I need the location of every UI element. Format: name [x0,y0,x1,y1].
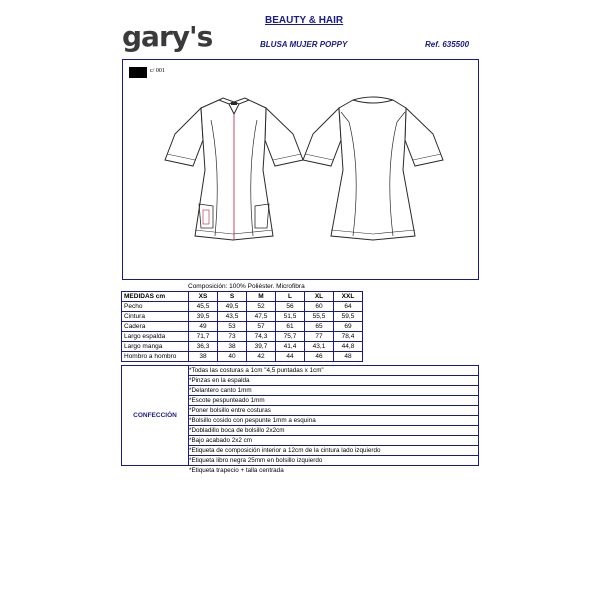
table-cell: 74,3 [247,332,276,342]
table-cell: 65 [305,322,334,332]
list-item: *Etiqueta trapecio + talla centrada [189,467,284,474]
list-item: *Pinzas en la espalda [188,376,478,386]
category-title: BEAUTY & HAIR [265,15,344,26]
garment-flats [123,60,480,281]
measures-table [121,291,363,362]
table-cell: 44,8 [334,342,363,352]
size-header: XXL [334,292,363,302]
row-label: Pecho [122,302,189,312]
table-row [122,332,363,342]
table-cell: 43,5 [218,312,247,322]
back-view-drawing [303,97,443,240]
row-label: Largo espalda [122,332,189,342]
table-cell: 59,5 [334,312,363,322]
list-item: *Escote pespunteado 1mm [188,396,478,406]
table-cell: 64 [334,302,363,312]
row-label: Cadera [122,322,189,332]
table-cell: 56 [276,302,305,312]
size-header: S [218,292,247,302]
logo-text: gary's [122,20,212,53]
table-cell: 75,7 [276,332,305,342]
table-cell: 52 [247,302,276,312]
table-cell: 61 [276,322,305,332]
list-item: *Dobladillo boca de bolsillo 2x2cm [188,426,478,436]
table-cell: 43,1 [305,342,334,352]
measures-header-row [122,292,363,302]
table-cell: 55,5 [305,312,334,322]
table-cell: 69 [334,322,363,332]
table-cell: 73 [218,332,247,342]
composition-text: Composición: 100% Poliéster. Microfibra [188,283,305,290]
table-cell: 46 [305,352,334,362]
product-reference: Ref. 635500 [425,40,470,49]
table-row [122,322,363,332]
size-header: M [247,292,276,302]
table-cell: 45,5 [189,302,218,312]
row-label: Cintura [122,312,189,322]
table-row [122,312,363,322]
front-view-drawing [165,98,303,240]
list-item: *Bajo acabado 2x2 cm [188,436,478,446]
table-cell: 78,4 [334,332,363,342]
table-cell: 40 [218,352,247,362]
list-item: *Poner bolsillo entre costuras [188,406,478,416]
table-cell: 60 [305,302,334,312]
table-cell: 48 [334,352,363,362]
color-code: c/ 001 [150,68,165,74]
size-header: XS [189,292,218,302]
garys-logo [122,18,212,58]
list-item: *Delantero canto 1mm [188,386,478,396]
table-cell: 38 [218,342,247,352]
table-cell: 49 [189,322,218,332]
list-item: *Bolsillo cosido con pespunte 1mm a esquina [188,416,478,426]
table-cell: 77 [305,332,334,342]
confeccion-section [121,365,479,474]
table-row [122,352,363,362]
table-cell: 36,3 [189,342,218,352]
technical-drawing-box [122,59,479,280]
table-cell: 44 [276,352,305,362]
size-header: L [276,292,305,302]
table-row [122,342,363,352]
list-item: *Todas las costuras a 1cm "4,5 puntadas x 1cm" [188,366,478,376]
table-cell: 57 [247,322,276,332]
table-cell: 39,5 [189,312,218,322]
table-cell: 71,7 [189,332,218,342]
table-cell: 51,5 [276,312,305,322]
size-header: XL [305,292,334,302]
product-name: BLUSA MUJER POPPY [260,40,348,49]
table-cell: 38 [189,352,218,362]
table-cell: 39,7 [247,342,276,352]
table-cell: 53 [218,322,247,332]
confeccion-list [188,366,478,475]
table-cell: 42 [247,352,276,362]
row-label: Hombro a hombro [122,352,189,362]
list-item: *Etiqueta libro negra 25mm en bolsillo izquierdo [188,456,478,466]
list-item: *Etiqueta de composición interior a 12cm de la cintura lado izquierdo [188,446,478,456]
confeccion-label: CONFECCIÓN [122,366,189,465]
table-row [122,302,363,312]
table-cell: 41,4 [276,342,305,352]
row-label: Largo manga [122,342,189,352]
table-cell: 47,5 [247,312,276,322]
table-cell: 49,5 [218,302,247,312]
measures-header-label: MEDIDAS cm [122,292,189,302]
